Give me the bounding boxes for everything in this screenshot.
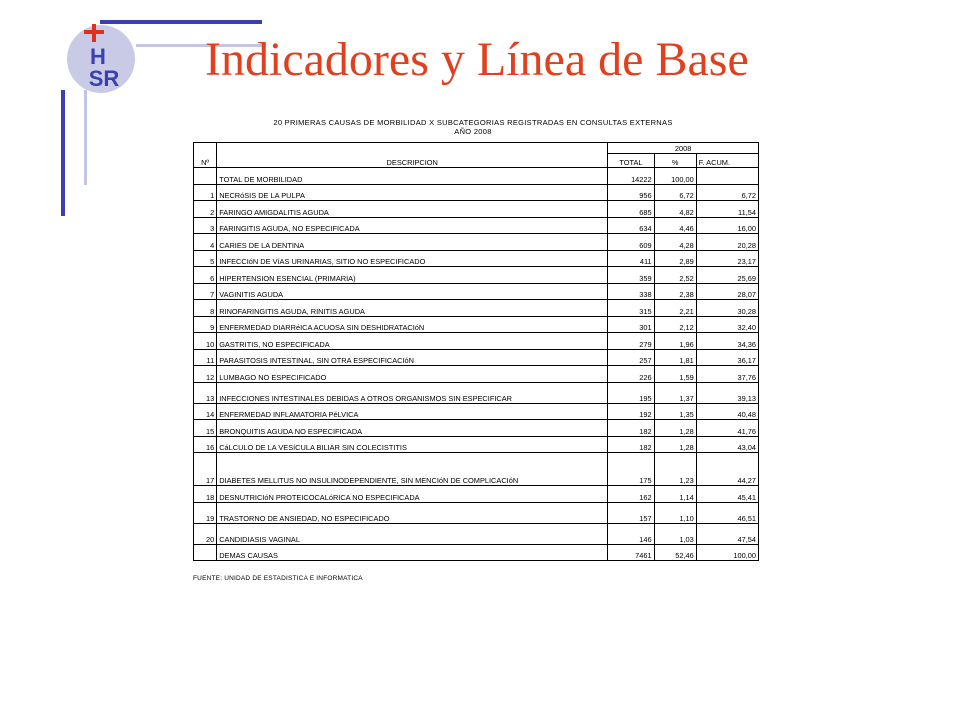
cell-total: 195: [608, 382, 654, 403]
table-row: [194, 523, 759, 544]
table-header-row-1: [194, 143, 759, 154]
cell-cumulative: 6,72: [696, 184, 758, 201]
cell-num: 11: [194, 349, 217, 366]
table-row: [194, 184, 759, 201]
cell-cumulative: 44,27: [696, 453, 758, 486]
cell-num: 20: [194, 523, 217, 544]
cell-percent: 1,37: [654, 382, 696, 403]
cell-description: CáLCULO DE LA VESíCULA BILIAR SIN COLECISTITIS: [217, 436, 608, 453]
cell-num: 13: [194, 382, 217, 403]
cell-description: HIPERTENSION ESENCIAL (PRIMARIA): [217, 267, 608, 284]
cell-description: FARINGO AMIGDALITIS AGUDA: [217, 201, 608, 218]
cell-cumulative: 100,00: [696, 544, 758, 561]
cell-description: RINOFARINGITIS AGUDA, RINITIS AGUDA: [217, 300, 608, 317]
cell-total: 956: [608, 184, 654, 201]
cell-description: LUMBAGO NO ESPECIFICADO: [217, 366, 608, 383]
cell-total: 634: [608, 217, 654, 234]
cell-cumulative: 37,76: [696, 366, 758, 383]
caption-line-2: AÑO 2008: [454, 127, 492, 136]
cell-percent: 100,00: [654, 168, 696, 185]
cell-description: FARINGITIS AGUDA, NO ESPECIFICADA: [217, 217, 608, 234]
table-row: [194, 234, 759, 251]
cell-percent: 1,10: [654, 502, 696, 523]
cell-description: TRASTORNO DE ANSIEDAD, NO ESPECIFICADO: [217, 502, 608, 523]
cell-percent: 4,46: [654, 217, 696, 234]
cell-cumulative: 20,28: [696, 234, 758, 251]
cell-cumulative: 45,41: [696, 486, 758, 503]
cell-percent: 4,28: [654, 234, 696, 251]
cell-num: 14: [194, 403, 217, 420]
cell-num: 1: [194, 184, 217, 201]
cell-description: CARIES DE LA DENTINA: [217, 234, 608, 251]
cell-percent: 1,81: [654, 349, 696, 366]
table-row: [194, 436, 759, 453]
cell-num: 18: [194, 486, 217, 503]
table-row: [194, 420, 759, 437]
header-cumulative: F. ACUM.: [696, 154, 758, 168]
table-row: [194, 267, 759, 284]
cell-percent: 1,35: [654, 403, 696, 420]
cell-num: 4: [194, 234, 217, 251]
cell-percent: 52,46: [654, 544, 696, 561]
cell-num: 15: [194, 420, 217, 437]
cell-description: NECRóSIS DE LA PULPA: [217, 184, 608, 201]
cell-cumulative: 30,28: [696, 300, 758, 317]
cell-num: 9: [194, 316, 217, 333]
cell-cumulative: 28,07: [696, 283, 758, 300]
cell-num: 16: [194, 436, 217, 453]
cell-cumulative: 39,13: [696, 382, 758, 403]
cell-num: 5: [194, 250, 217, 267]
logo-letters-top: H: [90, 44, 106, 69]
logo-letters-bottom: SR: [88, 66, 120, 91]
cell-num: 12: [194, 366, 217, 383]
cell-percent: 1,14: [654, 486, 696, 503]
table-row: [194, 502, 759, 523]
cell-cumulative: 16,00: [696, 217, 758, 234]
cell-description: GASTRITIS, NO ESPECIFICADA: [217, 333, 608, 350]
cell-description: ENFERMEDAD INFLAMATORIA PéLVICA: [217, 403, 608, 420]
cell-num: 6: [194, 267, 217, 284]
cell-percent: 2,52: [654, 267, 696, 284]
cell-total: 315: [608, 300, 654, 317]
cell-percent: 1,28: [654, 420, 696, 437]
cell-cumulative: 40,48: [696, 403, 758, 420]
table-row: [194, 300, 759, 317]
cell-total: 411: [608, 250, 654, 267]
cell-num: 3: [194, 217, 217, 234]
cell-description: DESNUTRICIóN PROTEICOCALóRICA NO ESPECIFICADA: [217, 486, 608, 503]
header-num: Nº: [194, 143, 217, 168]
cell-percent: 1,96: [654, 333, 696, 350]
table-row: [194, 486, 759, 503]
cell-total: 301: [608, 316, 654, 333]
cell-total: 162: [608, 486, 654, 503]
cell-cumulative: 34,36: [696, 333, 758, 350]
slide-title: Indicadores y Línea de Base: [205, 33, 749, 86]
cell-description: INFECCIóN DE VíAS URINARIAS, SITIO NO ESPECIFICADO: [217, 250, 608, 267]
table-row: [194, 403, 759, 420]
cell-percent: 6,72: [654, 184, 696, 201]
header-description: DESCRIPCION: [217, 143, 608, 168]
table-row: [194, 316, 759, 333]
cell-cumulative: 23,17: [696, 250, 758, 267]
cell-description: DEMAS CAUSAS: [217, 544, 608, 561]
cell-num: 10: [194, 333, 217, 350]
cell-num: 2: [194, 201, 217, 218]
table-row: [194, 366, 759, 383]
table-row: [194, 382, 759, 403]
cell-total: 182: [608, 420, 654, 437]
cell-cumulative: 47,54: [696, 523, 758, 544]
morbidity-table: [193, 142, 759, 561]
table-row-other-causes: [194, 544, 759, 561]
header-year: 2008: [608, 143, 759, 154]
cell-cumulative: 43,04: [696, 436, 758, 453]
cell-total: 14222: [608, 168, 654, 185]
cell-total: 279: [608, 333, 654, 350]
table-row: [194, 349, 759, 366]
table-row: [194, 283, 759, 300]
cell-total: 175: [608, 453, 654, 486]
table-row: [194, 201, 759, 218]
cell-total: 7461: [608, 544, 654, 561]
table-row: [194, 453, 759, 486]
cell-description: BRONQUITIS AGUDA NO ESPECIFICADA: [217, 420, 608, 437]
cell-description: VAGINITIS AGUDA: [217, 283, 608, 300]
cell-num: 17: [194, 453, 217, 486]
caption-line-1: 20 PRIMERAS CAUSAS DE MORBILIDAD X SUBCATEGORIAS REGISTRADAS EN CONSULTAS EXTERNAS: [273, 118, 673, 127]
cell-description: DIABETES MELLITUS NO INSULINODEPENDIENTE, SIN MENCIóN DE COMPLICACIóN: [217, 453, 608, 486]
cell-percent: 1,03: [654, 523, 696, 544]
table-row: [194, 217, 759, 234]
cell-percent: 2,89: [654, 250, 696, 267]
cell-total: 157: [608, 502, 654, 523]
cell-percent: 2,38: [654, 283, 696, 300]
cell-total: 226: [608, 366, 654, 383]
cell-percent: 1,28: [654, 436, 696, 453]
cell-total: 192: [608, 403, 654, 420]
table-source-note: FUENTE: UNIDAD DE ESTADISTICA E INFORMATICA: [193, 575, 363, 582]
cell-num: [194, 168, 217, 185]
cell-cumulative: 25,69: [696, 267, 758, 284]
cell-percent: 2,21: [654, 300, 696, 317]
cell-total: 257: [608, 349, 654, 366]
decor-bar-left-dark: [61, 90, 65, 216]
cell-cumulative: 46,51: [696, 502, 758, 523]
cell-total: 359: [608, 267, 654, 284]
cell-description: INFECCIONES INTESTINALES DEBIDAS A OTROS ORGANISMOS SIN ESPECIFICAR: [217, 382, 608, 403]
header-percent: %: [654, 154, 696, 168]
cell-cumulative: 11,54: [696, 201, 758, 218]
cell-percent: 1,23: [654, 453, 696, 486]
cell-total: 182: [608, 436, 654, 453]
cell-num: [194, 544, 217, 561]
cell-description: ENFERMEDAD DIARRéICA ACUOSA SIN DESHIDRATACIóN: [217, 316, 608, 333]
table-caption: [190, 118, 756, 136]
cell-percent: 2,12: [654, 316, 696, 333]
cell-cumulative: 32,40: [696, 316, 758, 333]
cell-total: 146: [608, 523, 654, 544]
cell-num: 7: [194, 283, 217, 300]
cell-percent: 1,59: [654, 366, 696, 383]
hospital-logo: [64, 20, 138, 94]
cell-description: TOTAL DE MORBILIDAD: [217, 168, 608, 185]
decor-bar-left-light: [84, 90, 87, 185]
cell-cumulative: [696, 168, 758, 185]
cell-percent: 4,82: [654, 201, 696, 218]
cell-total: 609: [608, 234, 654, 251]
cell-cumulative: 41,76: [696, 420, 758, 437]
cell-total: 685: [608, 201, 654, 218]
cell-total: 338: [608, 283, 654, 300]
table-row-total: [194, 168, 759, 185]
table-row: [194, 250, 759, 267]
cell-description: CANDIDIASIS VAGINAL: [217, 523, 608, 544]
table-row: [194, 333, 759, 350]
cell-description: PARASITOSIS INTESTINAL, SIN OTRA ESPECIFICACIóN: [217, 349, 608, 366]
cell-num: 8: [194, 300, 217, 317]
cell-num: 19: [194, 502, 217, 523]
header-total: TOTAL: [608, 154, 654, 168]
cell-cumulative: 36,17: [696, 349, 758, 366]
